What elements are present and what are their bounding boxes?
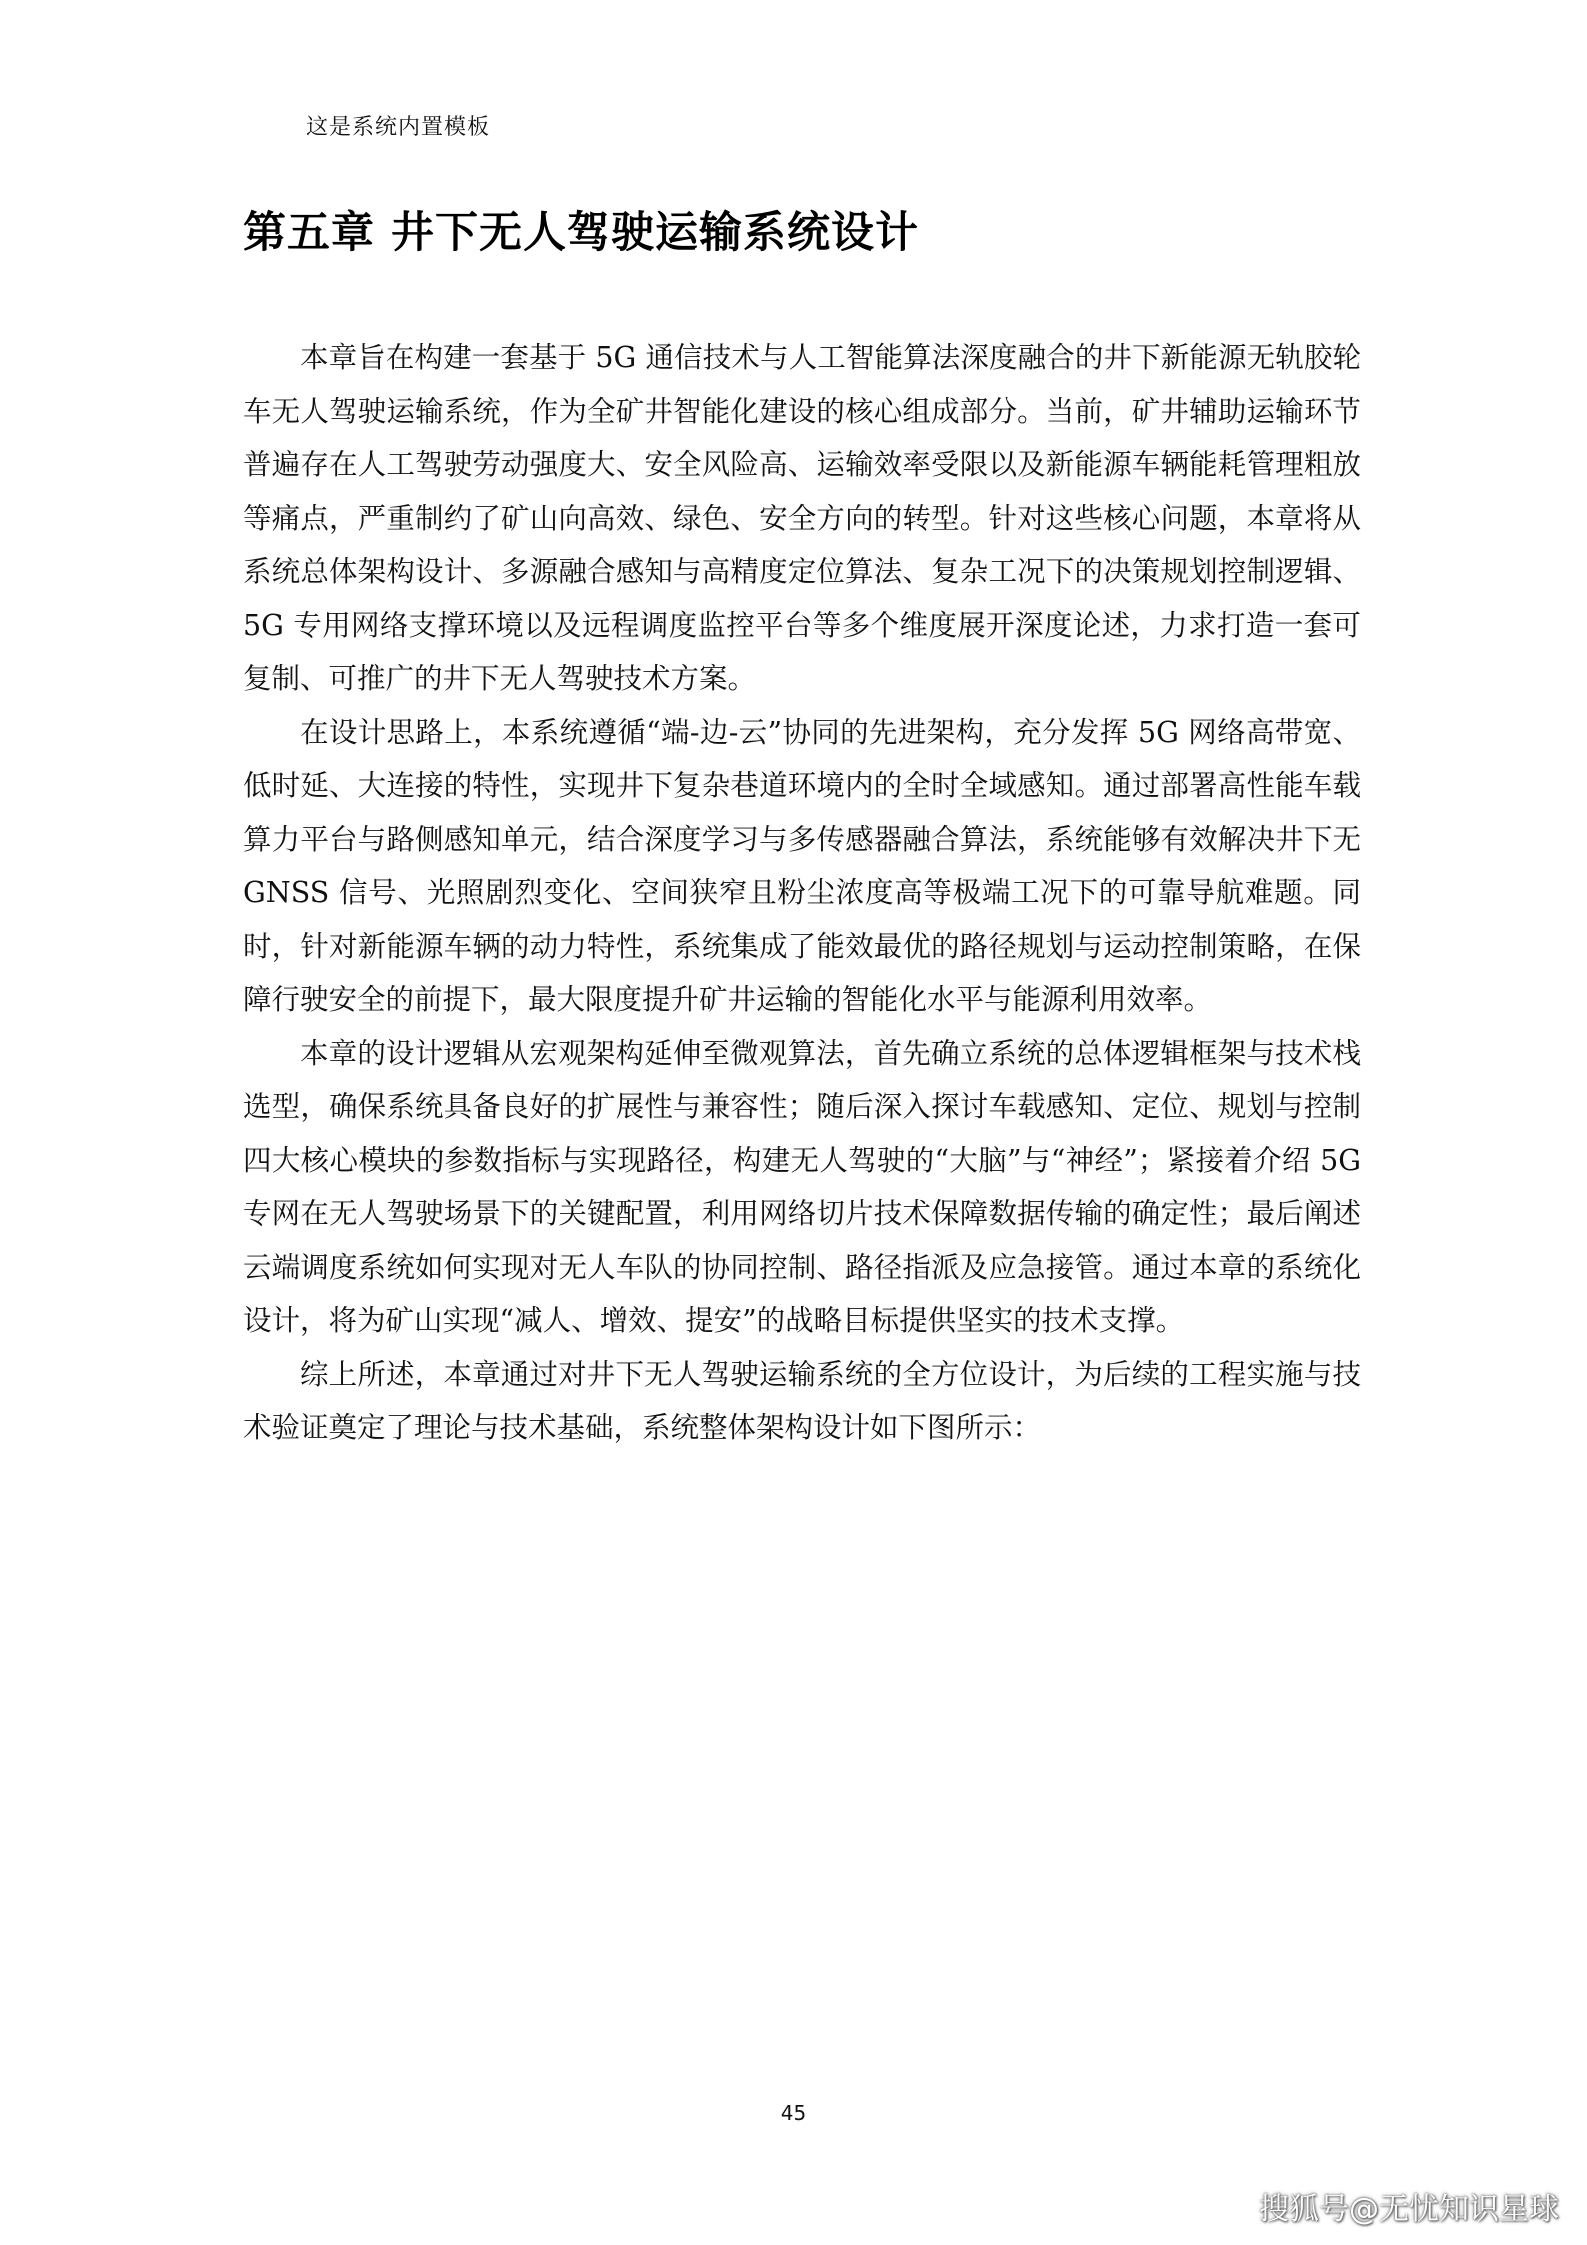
- paragraph-4: 综上所述，本章通过对井下无人驾驶运输系统的全方位设计，为后续的工程实施与技术验证奠定了理论与技术基础，系统整体架构设计如下图所示：: [243, 1357, 1361, 1444]
- body-text: [243, 331, 1361, 1455]
- paragraph-1: 本章旨在构建一套基于 5G 通信技术与人工智能算法深度融合的井下新能源无轨胶轮车无人驾驶运输系统，作为全矿井智能化建设的核心组成部分。当前，矿井辅助运输环节普遍存在人工驾驶劳动强度大、安全风险高、运输效率受限以及新能源车辆能耗管理粗放等痛点，严重制约了矿山向高效、绿色、安全方向的转型。针对这些核心问题，本章将从系统总体架构设计、多源融合感知与高精度定位算法、复杂工况下的决策规划控制逻辑、5G 专用网络支撑环境以及远程调度监控平台等多个维度展开深度论述，力求打造一套可复制、可推广的井下无人驾驶技术方案。: [243, 341, 1361, 695]
- paragraph-2: 在设计思路上，本系统遵循“端-边-云”协同的先进架构，充分发挥 5G 网络高带宽、低时延、大连接的特性，实现井下复杂巷道环境内的全时全域感知。通过部署高性能车载算力平台与路侧感知单元，结合深度学习与多传感器融合算法，系统能够有效解决井下无 GNSS 信号、光照剧烈变化、空间狭窄且粉尘浓度高等极端工况下的可靠导航难题。同时，针对新能源车辆的动力特性，系统集成了能效最优的路径规划与运动控制策略，在保障行驶安全的前提下，最大限度提升矿井运输的智能化水平与能源利用效率。: [243, 715, 1361, 1016]
- chapter-title: 第五章 井下无人驾驶运输系统设计: [243, 208, 919, 258]
- page-number: 45: [780, 2101, 807, 2125]
- watermark: 搜狐号@无忧知识星球: [1259, 2192, 1559, 2227]
- template-note: 这是系统内置模板: [306, 115, 491, 140]
- paragraph-3: 本章的设计逻辑从宏观架构延伸至微观算法，首先确立系统的总体逻辑框架与技术栈选型，确保系统具备良好的扩展性与兼容性；随后深入探讨车载感知、定位、规划与控制四大核心模块的参数指标与实现路径，构建无人驾驶的“大脑”与“神经”；紧接着介绍 5G 专网在无人驾驶场景下的关键配置，利用网络切片技术保障数据传输的确定性；最后阐述云端调度系统如何实现对无人车队的协同控制、路径指派及应急接管。通过本章的系统化设计，将为矿山实现“减人、增效、提安”的战略目标提供坚实的技术支撑。: [243, 1036, 1361, 1337]
